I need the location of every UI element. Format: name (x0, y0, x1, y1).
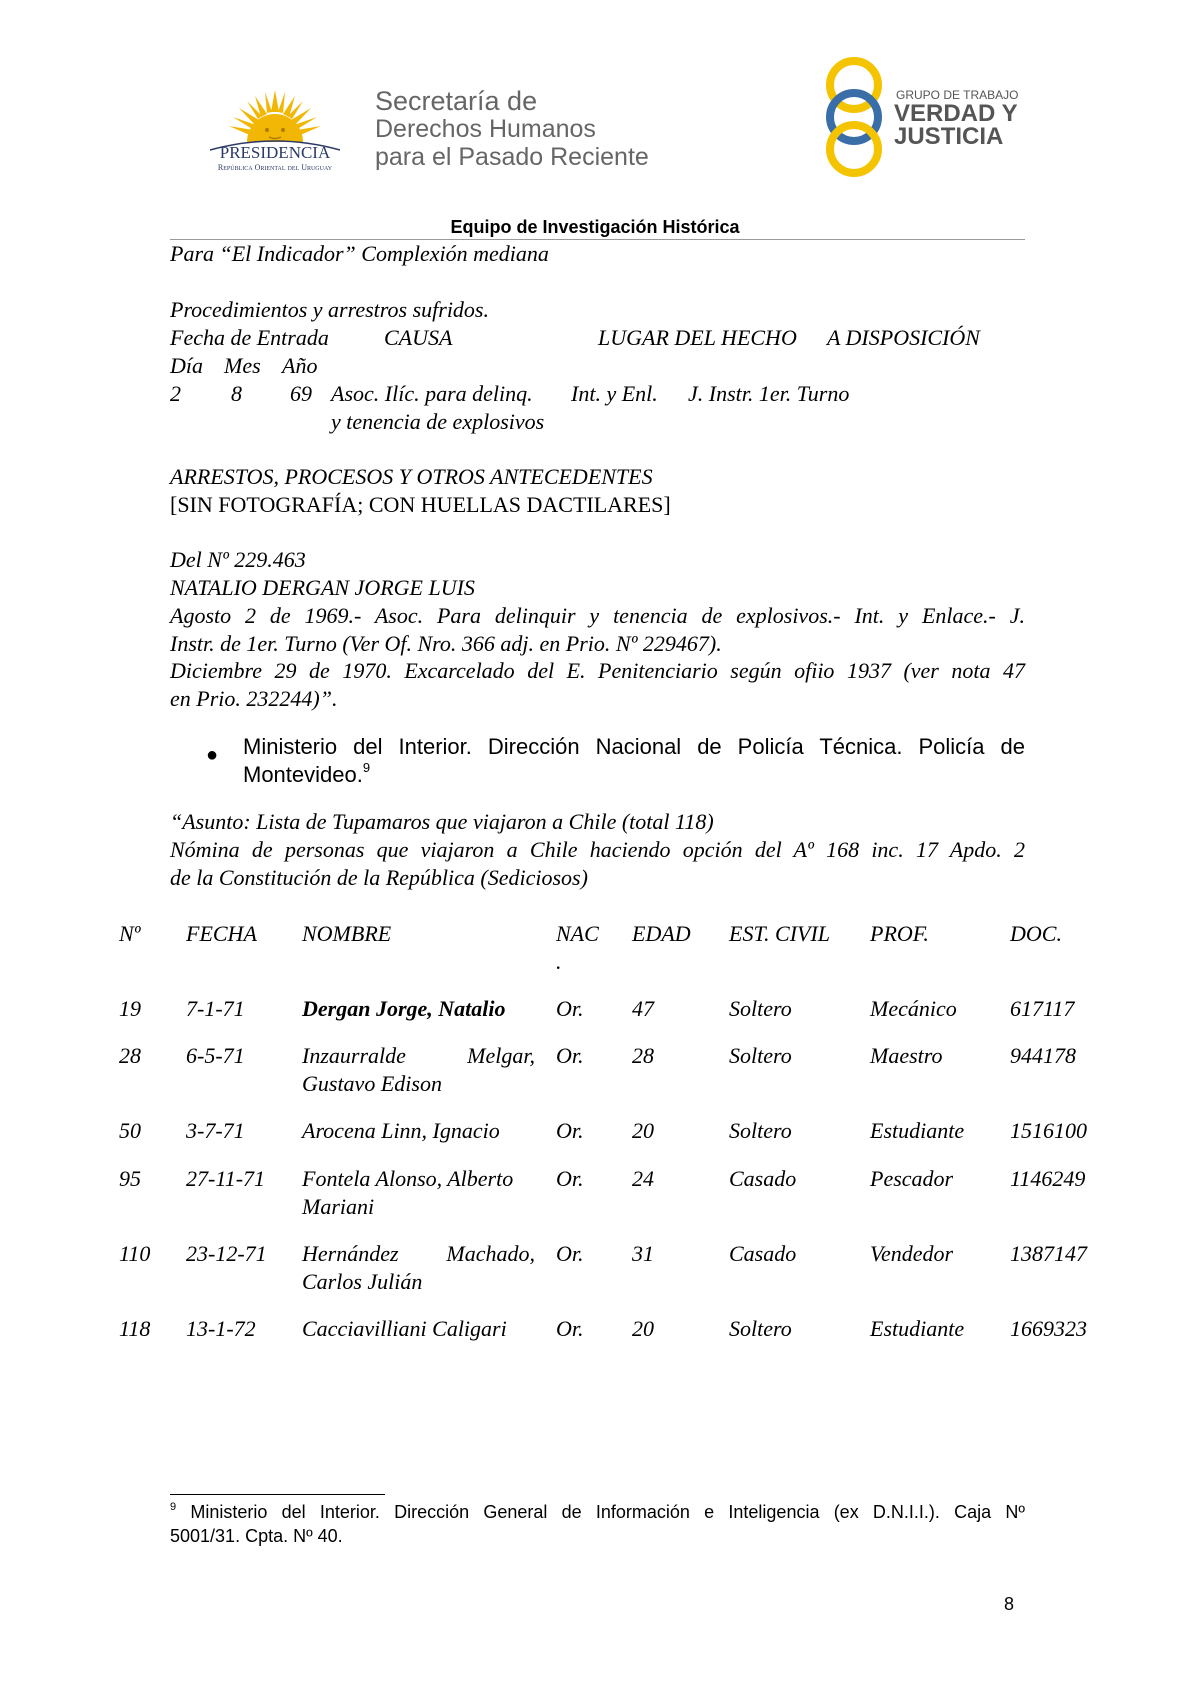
footnote-rule (170, 1494, 385, 1495)
td-prof: Estudiante (870, 1316, 965, 1341)
td-nombre: Hernández Machado, (302, 1241, 535, 1266)
td-nac: Or. (556, 1316, 584, 1341)
bullet-line2: Montevideo. (243, 762, 363, 787)
proc-row-disposicion: J. Instr. 1er. Turno (688, 381, 850, 406)
proc-subheader-dia: Día (170, 353, 203, 378)
th-est-civil: EST. CIVIL (729, 921, 831, 946)
td-edad: 47 (632, 996, 654, 1021)
td-prof: Mecánico (870, 996, 957, 1021)
td-nac: Or. (556, 1043, 584, 1068)
td-numero: 28 (119, 1043, 141, 1068)
td-prof: Maestro (870, 1043, 943, 1068)
td-doc: 1146249 (1010, 1166, 1086, 1191)
td-fecha: 3-7-71 (186, 1118, 245, 1143)
footnote-line1: Ministerio del Interior. Dirección General de Información e Inteligencia (ex D.N.I.I.). Caja Nº (190, 1502, 1025, 1522)
td-nombre-cont: Gustavo Edison (302, 1071, 442, 1096)
proc-header-causa: CAUSA (384, 325, 453, 350)
td-nac: Or. (556, 1166, 584, 1191)
td-est-civil: Casado (729, 1166, 797, 1191)
th-doc: DOC. (1010, 921, 1062, 946)
nombre-persona: NATALIO DERGAN JORGE LUIS (170, 575, 475, 600)
td-nombre-cont: Mariani (302, 1194, 375, 1219)
proc-row-causa: Asoc. Ilíc. para delinq. (331, 381, 533, 406)
td-fecha: 13-1-72 (186, 1316, 256, 1341)
td-nombre: Arocena Linn, Ignacio (302, 1118, 500, 1143)
td-doc: 1516100 (1010, 1118, 1087, 1143)
asunto-line2: Nómina de personas que viajaron a Chile haciendo opción del Aº 168 inc. 17 Apdo. 2 (170, 837, 1025, 862)
td-doc: 617117 (1010, 996, 1075, 1021)
td-numero: 110 (119, 1241, 151, 1266)
td-nac: Or. (556, 1241, 584, 1266)
td-nac: Or. (556, 1118, 584, 1143)
presidencia-subtitle: República Oriental del Uruguay (217, 163, 333, 172)
td-est-civil: Soltero (729, 1118, 792, 1143)
proc-row-anio: 69 (290, 381, 312, 406)
th-nombre: NOMBRE (302, 921, 392, 946)
td-edad: 20 (632, 1118, 654, 1143)
td-fecha: 7-1-71 (186, 996, 245, 1021)
bullet-line1: Ministerio del Interior. Dirección Nacional de Policía Técnica. Policía de (243, 734, 1025, 759)
td-est-civil: Soltero (729, 1316, 792, 1341)
secretaria-line1: Secretaría de (375, 86, 538, 116)
line-indicador: Para “El Indicador” Complexión mediana (170, 241, 549, 266)
proc-row-lugar: Int. y Enl. (571, 381, 658, 406)
td-nombre: Inzaurralde Melgar, (302, 1043, 535, 1068)
proc-row-dia: 2 (170, 381, 181, 406)
equipo-heading: Equipo de Investigación Histórica (450, 217, 740, 237)
td-fecha: 6-5-71 (186, 1043, 245, 1068)
th-numero: Nº (119, 921, 141, 946)
td-doc: 944178 (1010, 1043, 1076, 1068)
footnote-line2: 5001/31. Cpta. Nº 40. (170, 1526, 343, 1546)
td-fecha: 23-12-71 (186, 1241, 267, 1266)
proc-row-mes: 8 (231, 381, 242, 406)
procedimientos-title: Procedimientos y arrestros sufridos. (170, 297, 489, 322)
td-nombre: Fontela Alonso, Alberto (302, 1166, 514, 1191)
vyj-line2: VERDAD Y (894, 100, 1018, 127)
td-edad: 24 (632, 1166, 654, 1191)
td-nombre: Cacciavilliani Caligari (302, 1316, 507, 1341)
vyj-line1: GRUPO DE TRABAJO (896, 88, 1019, 102)
diciembre-line1: Diciembre 29 de 1970. Excarcelado del E. Penitenciario según ofiio 1937 (ver nota 47 (170, 658, 1025, 683)
secretaria-line2: Derechos Humanos (375, 115, 596, 143)
td-numero: 95 (119, 1166, 141, 1191)
bullet-icon: ● (206, 744, 219, 766)
td-nombre: Dergan Jorge, Natalio (302, 996, 506, 1021)
td-prof: Estudiante (870, 1118, 965, 1143)
td-nombre-cont: Carlos Julián (302, 1269, 423, 1294)
agosto-line1: Agosto 2 de 1969.- Asoc. Para delinquir y tenencia de explosivos.- Int. y Enlace.- J. (170, 603, 1025, 628)
agosto-line2: Instr. de 1er. Turno (Ver Of. Nro. 366 adj. en Prio. Nº 229467). (170, 631, 722, 656)
td-edad: 28 (632, 1043, 654, 1068)
th-nac-dot: . (556, 949, 562, 974)
th-nac: NAC (556, 921, 599, 946)
td-doc: 1387147 (1010, 1241, 1087, 1266)
td-doc: 1669323 (1010, 1316, 1087, 1341)
proc-header-disposicion: A DISPOSICIÓN (827, 325, 980, 350)
proc-row-causa-cont: y tenencia de explosivos (331, 409, 545, 434)
vyj-line3: JUSTICIA (894, 123, 1004, 150)
td-numero: 19 (119, 996, 141, 1021)
footnote-line1-wrap (170, 1500, 1025, 1524)
td-edad: 20 (632, 1316, 654, 1341)
del-numero: Del Nº 229.463 (170, 547, 306, 572)
proc-header-lugar: LUGAR DEL HECHO (598, 325, 797, 350)
th-edad: EDAD (632, 921, 691, 946)
presidencia-name: PRESIDENCIA (219, 143, 331, 162)
td-est-civil: Soltero (729, 1043, 792, 1068)
footnote-ref[interactable]: 9 (362, 760, 371, 775)
diciembre-line2: en Prio. 232244)”. (170, 686, 338, 711)
td-numero: 118 (119, 1316, 151, 1341)
arrestos-title: ARRESTOS, PROCESOS Y OTROS ANTECEDENTES (170, 464, 653, 489)
td-prof: Vendedor (870, 1241, 954, 1266)
secretaria-line3: para el Pasado Reciente (375, 143, 649, 171)
td-edad: 31 (632, 1241, 654, 1266)
td-fecha: 27-11-71 (186, 1166, 266, 1191)
footnote-number: 9 (170, 1501, 177, 1513)
th-prof: PROF. (870, 921, 929, 946)
td-est-civil: Casado (729, 1241, 797, 1266)
td-est-civil: Soltero (729, 996, 792, 1021)
page-number: 8 (1004, 1594, 1015, 1614)
asunto-line3: de la Constitución de la República (Sediciosos) (170, 865, 588, 890)
asunto-line1: “Asunto: Lista de Tupamaros que viajaron a Chile (total 118) (170, 809, 714, 834)
th-fecha: FECHA (186, 921, 257, 946)
td-numero: 50 (119, 1118, 141, 1143)
td-nac: Or. (556, 996, 584, 1021)
td-prof: Pescador (870, 1166, 954, 1191)
proc-subheader-mes: Mes (224, 353, 261, 378)
proc-header-fecha: Fecha de Entrada (170, 325, 329, 350)
arrestos-note: [SIN FOTOGRAFÍA; CON HUELLAS DACTILARES] (170, 492, 671, 517)
proc-subheader-anio: Año (282, 353, 318, 378)
